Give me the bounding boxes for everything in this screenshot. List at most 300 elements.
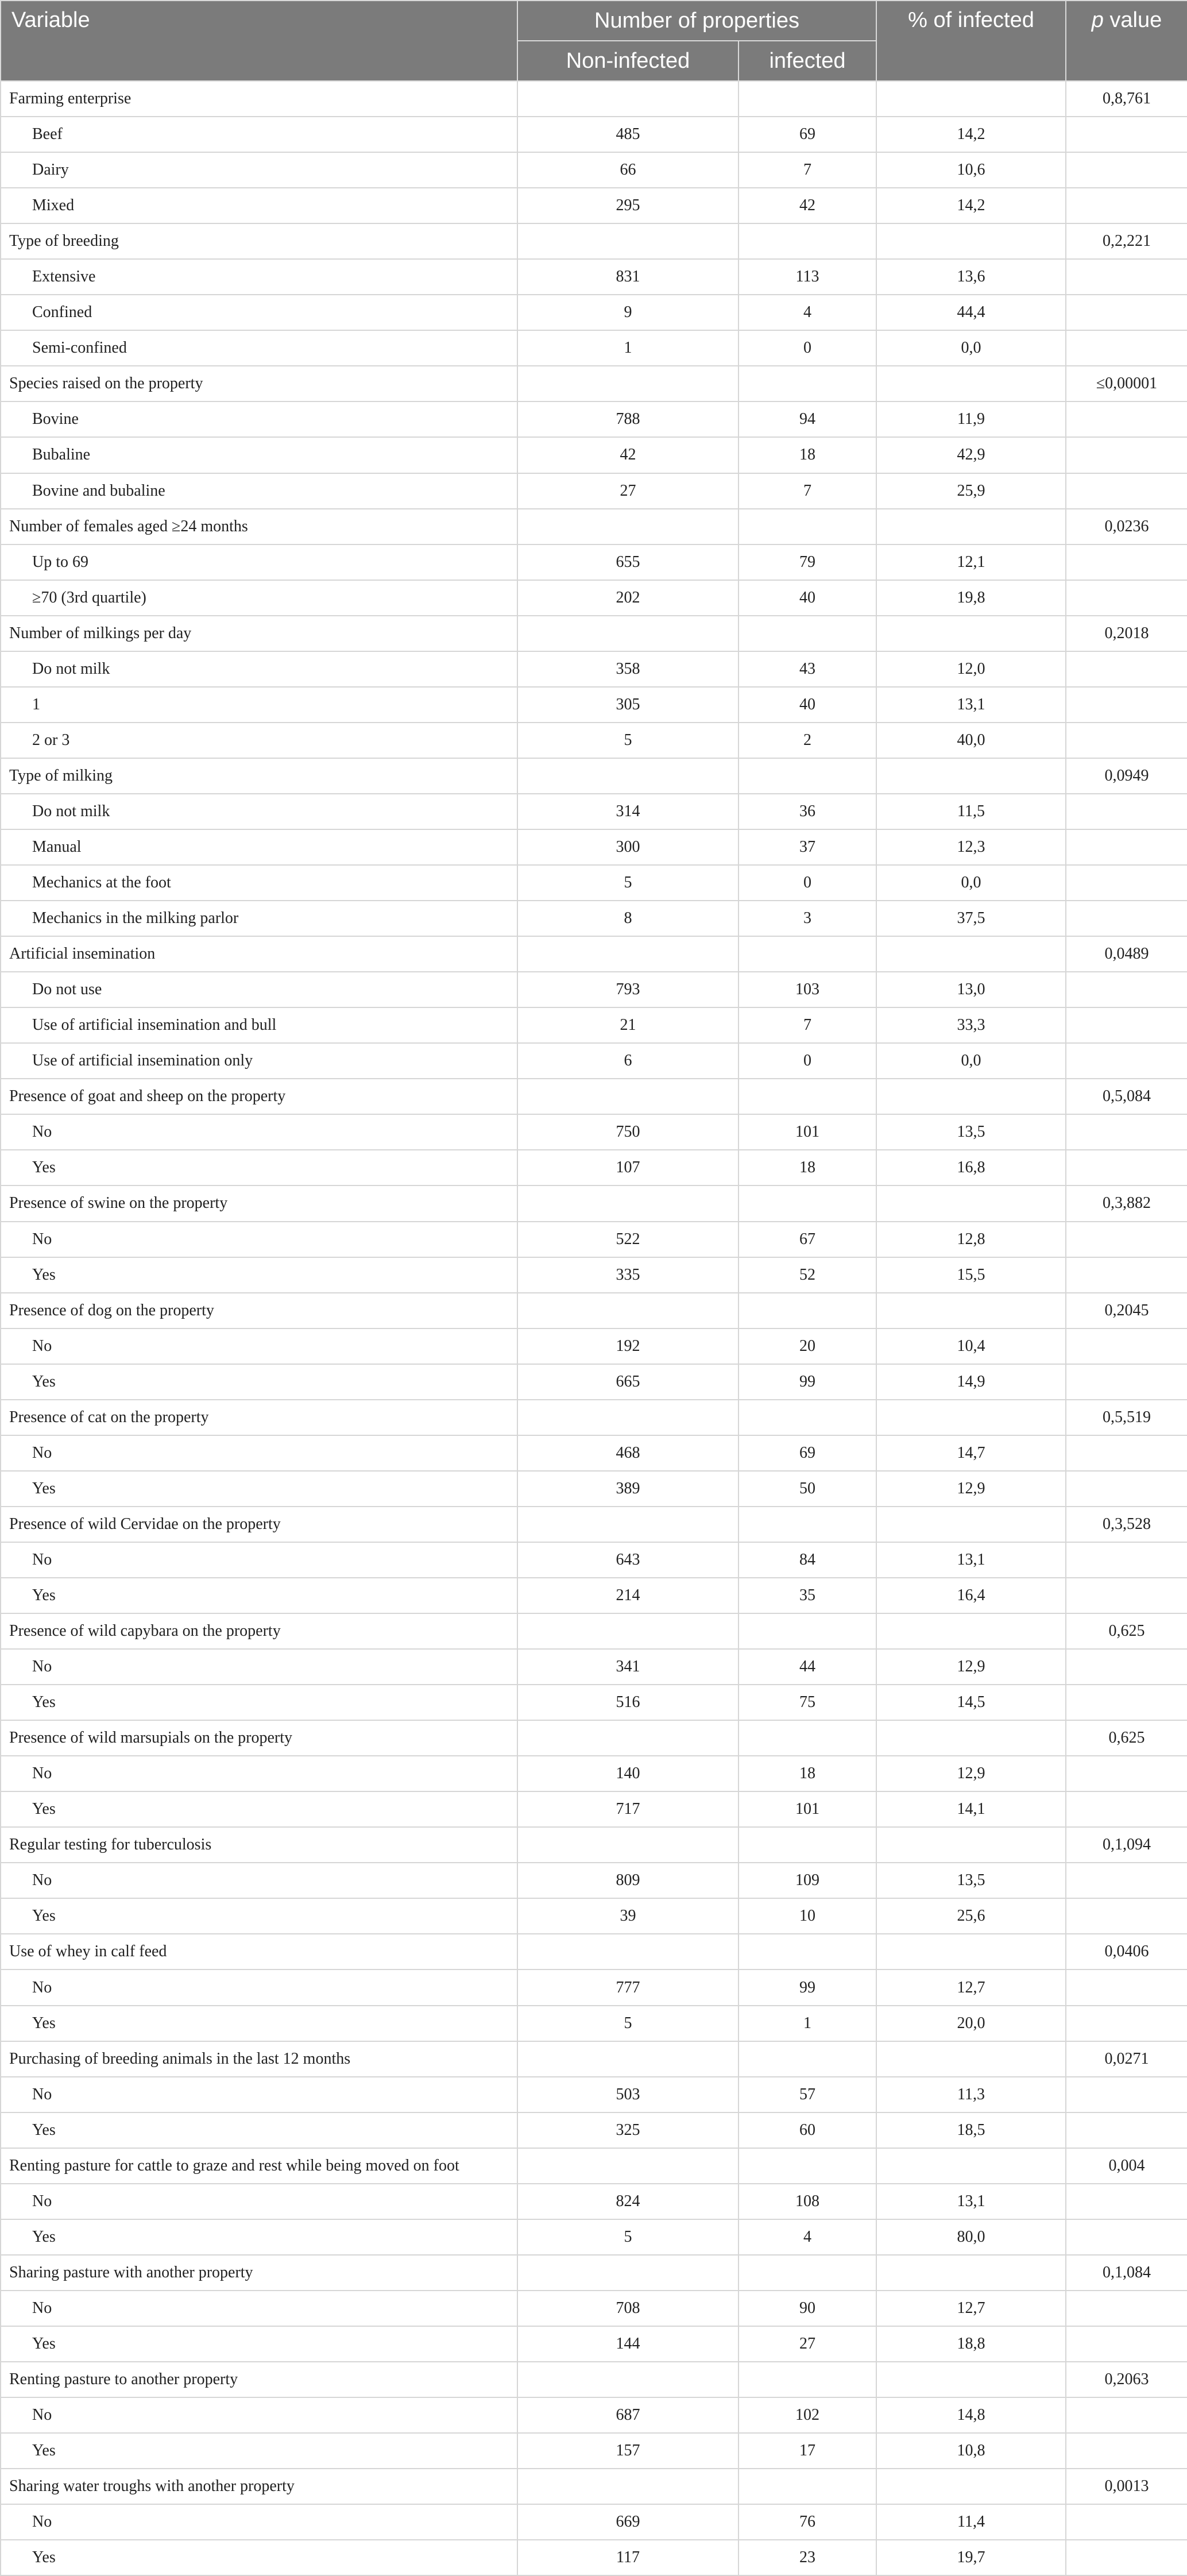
infected-count: 18 [739, 1756, 876, 1791]
empty-cell [1066, 901, 1187, 936]
empty-cell [1066, 1043, 1187, 1079]
empty-cell [1066, 580, 1187, 616]
empty-cell [517, 223, 739, 259]
category-label: Mechanics at the foot [1, 865, 517, 901]
empty-cell [517, 2041, 739, 2077]
percent-infected: 44,4 [876, 295, 1066, 330]
infected-count: 18 [739, 437, 876, 473]
empty-cell [517, 509, 739, 544]
infected-count: 18 [739, 1150, 876, 1185]
empty-cell [876, 2041, 1066, 2077]
category-label: Confined [1, 295, 517, 330]
category-label: Yes [1, 1471, 517, 1507]
empty-cell [739, 2469, 876, 2504]
empty-cell [876, 616, 1066, 651]
variable-name: Presence of swine on the property [1, 1185, 517, 1221]
percent-infected: 13,5 [876, 1114, 1066, 1150]
p-value: 0,1,084 [1066, 2255, 1187, 2291]
empty-cell [1066, 972, 1187, 1007]
non-infected-count: 793 [517, 972, 739, 1007]
variable-group-row [1, 1613, 1187, 1649]
category-label: Bovine and bubaline [1, 473, 517, 509]
empty-cell [1066, 2397, 1187, 2433]
percent-infected: 12,9 [876, 1649, 1066, 1685]
empty-cell [739, 509, 876, 544]
percent-infected: 12,7 [876, 2291, 1066, 2326]
category-row [1, 2433, 1187, 2469]
non-infected-count: 117 [517, 2540, 739, 2575]
category-label: Manual [1, 829, 517, 865]
percent-infected: 16,4 [876, 1578, 1066, 1613]
category-row [1, 1364, 1187, 1400]
non-infected-count: 788 [517, 401, 739, 437]
infected-count: 0 [739, 865, 876, 901]
category-label: No [1, 1222, 517, 1257]
infected-count: 102 [739, 2397, 876, 2433]
empty-cell [517, 1400, 739, 1435]
category-row [1, 2077, 1187, 2112]
empty-cell [1066, 1863, 1187, 1898]
empty-cell [517, 1079, 739, 1114]
empty-cell [1066, 1542, 1187, 1578]
non-infected-count: 27 [517, 473, 739, 509]
empty-cell [517, 616, 739, 651]
empty-cell [517, 366, 739, 401]
non-infected-count: 314 [517, 794, 739, 829]
category-row [1, 188, 1187, 223]
non-infected-count: 140 [517, 1756, 739, 1791]
percent-infected: 10,8 [876, 2433, 1066, 2469]
percent-infected: 14,5 [876, 1685, 1066, 1720]
infected-count: 67 [739, 1222, 876, 1257]
infected-count: 44 [739, 1649, 876, 1685]
p-value: 0,0271 [1066, 2041, 1187, 2077]
empty-cell [739, 1827, 876, 1863]
variable-name: Artificial insemination [1, 936, 517, 972]
infected-count: 50 [739, 1471, 876, 1507]
non-infected-count: 66 [517, 152, 739, 188]
non-infected-count: 144 [517, 2326, 739, 2362]
category-label: 1 [1, 687, 517, 723]
empty-cell [1066, 1969, 1187, 2005]
percent-infected: 14,1 [876, 1791, 1066, 1827]
empty-cell [739, 1400, 876, 1435]
empty-cell [739, 81, 876, 117]
infected-count: 101 [739, 1114, 876, 1150]
empty-cell [1066, 2504, 1187, 2540]
category-row [1, 1578, 1187, 1613]
category-row [1, 1756, 1187, 1791]
percent-infected: 0,0 [876, 1043, 1066, 1079]
percent-infected: 11,5 [876, 794, 1066, 829]
empty-cell [517, 1827, 739, 1863]
p-value: ≤0,00001 [1066, 366, 1187, 401]
empty-cell [739, 1507, 876, 1542]
category-label: Mechanics in the milking parlor [1, 901, 517, 936]
p-value: 0,0949 [1066, 758, 1187, 794]
infected-count: 109 [739, 1863, 876, 1898]
category-label: No [1, 2077, 517, 2112]
category-row [1, 865, 1187, 901]
empty-cell [1066, 2006, 1187, 2041]
empty-cell [1066, 865, 1187, 901]
category-row [1, 1043, 1187, 1079]
variable-name: Sharing water troughs with another property [1, 2469, 517, 2504]
empty-cell [1066, 152, 1187, 188]
category-row [1, 1150, 1187, 1185]
variable-name: Farming enterprise [1, 81, 517, 117]
infected-count: 90 [739, 2291, 876, 2326]
infected-count: 60 [739, 2112, 876, 2148]
non-infected-count: 358 [517, 651, 739, 687]
category-row [1, 2291, 1187, 2326]
variable-group-row [1, 2362, 1187, 2397]
infected-count: 40 [739, 687, 876, 723]
category-label: No [1, 1435, 517, 1471]
empty-cell [739, 366, 876, 401]
infected-count: 99 [739, 1969, 876, 2005]
infected-count: 101 [739, 1791, 876, 1827]
percent-infected: 10,4 [876, 1328, 1066, 1364]
p-value: 0,0013 [1066, 2469, 1187, 2504]
infected-count: 52 [739, 1257, 876, 1293]
empty-cell [876, 1720, 1066, 1756]
empty-cell [876, 81, 1066, 117]
infected-count: 57 [739, 2077, 876, 2112]
empty-cell [1066, 330, 1187, 366]
p-value: 0,004 [1066, 2148, 1187, 2184]
percent-infected: 16,8 [876, 1150, 1066, 1185]
percent-infected: 25,6 [876, 1898, 1066, 1934]
variable-group-row [1, 758, 1187, 794]
percent-infected: 13,0 [876, 972, 1066, 1007]
empty-cell [876, 1185, 1066, 1221]
infected-count: 113 [739, 259, 876, 295]
variable-group-row [1, 1185, 1187, 1221]
empty-cell [1066, 2433, 1187, 2469]
empty-cell [1066, 117, 1187, 152]
variable-group-row [1, 81, 1187, 117]
empty-cell [1066, 1578, 1187, 1613]
category-label: Beef [1, 117, 517, 152]
percent-infected: 40,0 [876, 723, 1066, 758]
non-infected-count: 643 [517, 1542, 739, 1578]
non-infected-count: 107 [517, 1150, 739, 1185]
empty-cell [517, 81, 739, 117]
percent-infected: 11,9 [876, 401, 1066, 437]
empty-cell [1066, 544, 1187, 580]
empty-cell [876, 223, 1066, 259]
empty-cell [739, 2148, 876, 2184]
empty-cell [517, 2362, 739, 2397]
empty-cell [1066, 1328, 1187, 1364]
category-label: No [1, 2291, 517, 2326]
category-label: No [1, 1756, 517, 1791]
variable-group-row [1, 366, 1187, 401]
non-infected-count: 750 [517, 1114, 739, 1150]
category-label: Do not milk [1, 651, 517, 687]
header-variable: Variable [1, 1, 517, 81]
empty-cell [1066, 794, 1187, 829]
empty-cell [876, 2362, 1066, 2397]
category-label: Yes [1, 1150, 517, 1185]
non-infected-count: 341 [517, 1649, 739, 1685]
percent-infected: 12,3 [876, 829, 1066, 865]
percent-infected: 13,6 [876, 259, 1066, 295]
category-label: Yes [1, 1685, 517, 1720]
infected-count: 7 [739, 473, 876, 509]
variable-name: Presence of wild Cervidae on the property [1, 1507, 517, 1542]
p-value: 0,0406 [1066, 1934, 1187, 1969]
category-row [1, 1328, 1187, 1364]
empty-cell [876, 1827, 1066, 1863]
infected-count: 84 [739, 1542, 876, 1578]
percent-infected: 25,9 [876, 473, 1066, 509]
variable-name: Number of females aged ≥24 months [1, 509, 517, 544]
empty-cell [1066, 2077, 1187, 2112]
infected-count: 0 [739, 1043, 876, 1079]
percent-infected: 12,9 [876, 1756, 1066, 1791]
non-infected-count: 665 [517, 1364, 739, 1400]
infected-count: 69 [739, 117, 876, 152]
empty-cell [876, 1934, 1066, 1969]
empty-cell [517, 2469, 739, 2504]
non-infected-count: 21 [517, 1007, 739, 1043]
infected-count: 94 [739, 401, 876, 437]
non-infected-count: 809 [517, 1863, 739, 1898]
empty-cell [1066, 1114, 1187, 1150]
variable-name: Presence of cat on the property [1, 1400, 517, 1435]
percent-infected: 19,7 [876, 2540, 1066, 2575]
empty-cell [876, 758, 1066, 794]
empty-cell [876, 366, 1066, 401]
category-label: No [1, 1969, 517, 2005]
non-infected-count: 516 [517, 1685, 739, 1720]
percent-infected: 12,9 [876, 1471, 1066, 1507]
non-infected-count: 305 [517, 687, 739, 723]
empty-cell [876, 1507, 1066, 1542]
category-label: No [1, 1328, 517, 1364]
category-label: Yes [1, 2112, 517, 2148]
empty-cell [517, 1293, 739, 1328]
percent-infected: 14,9 [876, 1364, 1066, 1400]
p-value: 0,2018 [1066, 616, 1187, 651]
category-row [1, 1685, 1187, 1720]
empty-cell [1066, 2540, 1187, 2575]
category-row [1, 1435, 1187, 1471]
variable-group-row [1, 1827, 1187, 1863]
category-label: Dairy [1, 152, 517, 188]
empty-cell [517, 1613, 739, 1649]
category-row [1, 1863, 1187, 1898]
empty-cell [1066, 1756, 1187, 1791]
category-label: Yes [1, 2540, 517, 2575]
empty-cell [739, 2255, 876, 2291]
category-row [1, 401, 1187, 437]
empty-cell [876, 2148, 1066, 2184]
infected-count: 40 [739, 580, 876, 616]
percent-infected: 37,5 [876, 901, 1066, 936]
category-label: Up to 69 [1, 544, 517, 580]
variable-name: Type of breeding [1, 223, 517, 259]
p-value: 0,0489 [1066, 936, 1187, 972]
non-infected-count: 655 [517, 544, 739, 580]
variable-group-row [1, 509, 1187, 544]
variable-name: Presence of wild marsupials on the property [1, 1720, 517, 1756]
non-infected-count: 8 [517, 901, 739, 936]
empty-cell [739, 223, 876, 259]
empty-cell [739, 936, 876, 972]
empty-cell [1066, 188, 1187, 223]
empty-cell [876, 1079, 1066, 1114]
variable-group-row [1, 616, 1187, 651]
category-label: Use of artificial insemination and bull [1, 1007, 517, 1043]
non-infected-count: 503 [517, 2077, 739, 2112]
category-label: 2 or 3 [1, 723, 517, 758]
variable-group-row [1, 1293, 1187, 1328]
percent-infected: 10,6 [876, 152, 1066, 188]
category-row [1, 687, 1187, 723]
infected-count: 69 [739, 1435, 876, 1471]
non-infected-count: 831 [517, 259, 739, 295]
category-label: Use of artificial insemination only [1, 1043, 517, 1079]
empty-cell [517, 2148, 739, 2184]
percent-infected: 14,8 [876, 2397, 1066, 2433]
category-row [1, 723, 1187, 758]
empty-cell [1066, 2326, 1187, 2362]
variable-group-row [1, 936, 1187, 972]
variable-group-row [1, 1079, 1187, 1114]
category-label: No [1, 1649, 517, 1685]
empty-cell [739, 1934, 876, 1969]
variable-group-row [1, 2041, 1187, 2077]
non-infected-count: 5 [517, 2006, 739, 2041]
category-label: Yes [1, 2433, 517, 2469]
percent-infected: 18,8 [876, 2326, 1066, 2362]
header-percent-infected: % of infected [876, 1, 1066, 81]
percent-infected: 14,2 [876, 117, 1066, 152]
empty-cell [1066, 259, 1187, 295]
empty-cell [517, 758, 739, 794]
category-row [1, 1114, 1187, 1150]
infected-count: 103 [739, 972, 876, 1007]
empty-cell [739, 2041, 876, 2077]
empty-cell [739, 616, 876, 651]
category-label: No [1, 1542, 517, 1578]
variable-group-row [1, 2148, 1187, 2184]
category-label: Do not milk [1, 794, 517, 829]
variable-name: Renting pasture to another property [1, 2362, 517, 2397]
variable-group-row [1, 1400, 1187, 1435]
percent-infected: 0,0 [876, 865, 1066, 901]
empty-cell [876, 2255, 1066, 2291]
infected-count: 7 [739, 152, 876, 188]
empty-cell [1066, 1222, 1187, 1257]
empty-cell [1066, 1364, 1187, 1400]
category-row [1, 2184, 1187, 2219]
category-row [1, 544, 1187, 580]
table-body [1, 81, 1187, 2575]
non-infected-count: 5 [517, 723, 739, 758]
empty-cell [876, 1400, 1066, 1435]
empty-cell [1066, 1649, 1187, 1685]
variable-name: Sharing pasture with another property [1, 2255, 517, 2291]
empty-cell [739, 1079, 876, 1114]
non-infected-count: 202 [517, 580, 739, 616]
header-p-value-p: p [1091, 8, 1104, 32]
non-infected-count: 687 [517, 2397, 739, 2433]
empty-cell [1066, 829, 1187, 865]
percent-infected: 18,5 [876, 2112, 1066, 2148]
variable-group-row [1, 223, 1187, 259]
p-value: 0,0236 [1066, 509, 1187, 544]
non-infected-count: 6 [517, 1043, 739, 1079]
category-row [1, 1471, 1187, 1507]
percent-infected: 80,0 [876, 2219, 1066, 2255]
category-row [1, 1898, 1187, 1934]
percent-infected: 14,2 [876, 188, 1066, 223]
non-infected-count: 9 [517, 295, 739, 330]
empty-cell [1066, 1471, 1187, 1507]
variable-name: Number of milkings per day [1, 616, 517, 651]
empty-cell [517, 1507, 739, 1542]
infected-count: 42 [739, 188, 876, 223]
percent-infected: 33,3 [876, 1007, 1066, 1043]
non-infected-count: 192 [517, 1328, 739, 1364]
header-number-of-properties: Number of properties [517, 1, 876, 41]
category-row [1, 117, 1187, 152]
category-row [1, 2397, 1187, 2433]
category-row [1, 1969, 1187, 2005]
percent-infected: 11,3 [876, 2077, 1066, 2112]
variable-name: Purchasing of breeding animals in the last 12 months [1, 2041, 517, 2077]
p-value: 0,625 [1066, 1613, 1187, 1649]
non-infected-count: 39 [517, 1898, 739, 1934]
p-value: 0,8,761 [1066, 81, 1187, 117]
header-p-value [1066, 1, 1187, 81]
empty-cell [739, 2362, 876, 2397]
variable-name: Presence of dog on the property [1, 1293, 517, 1328]
empty-cell [517, 936, 739, 972]
percent-infected: 12,0 [876, 651, 1066, 687]
empty-cell [517, 1185, 739, 1221]
infected-count: 4 [739, 2219, 876, 2255]
category-row [1, 1791, 1187, 1827]
category-row [1, 1007, 1187, 1043]
percent-infected: 13,5 [876, 1863, 1066, 1898]
category-row [1, 651, 1187, 687]
category-label: Yes [1, 1898, 517, 1934]
category-label: Yes [1, 2326, 517, 2362]
p-value: 0,3,882 [1066, 1185, 1187, 1221]
infected-count: 7 [739, 1007, 876, 1043]
p-value: 0,1,094 [1066, 1827, 1187, 1863]
infected-count: 23 [739, 2540, 876, 2575]
non-infected-count: 5 [517, 2219, 739, 2255]
category-row [1, 580, 1187, 616]
category-row [1, 2504, 1187, 2540]
empty-cell [876, 936, 1066, 972]
infected-count: 99 [739, 1364, 876, 1400]
empty-cell [1066, 2184, 1187, 2219]
category-row [1, 1542, 1187, 1578]
infected-count: 3 [739, 901, 876, 936]
empty-cell [517, 1720, 739, 1756]
category-label: No [1, 1863, 517, 1898]
variable-name: Renting pasture for cattle to graze and rest while being moved on foot [1, 2148, 517, 2184]
variable-name: Type of milking [1, 758, 517, 794]
p-value: 0,2045 [1066, 1293, 1187, 1328]
